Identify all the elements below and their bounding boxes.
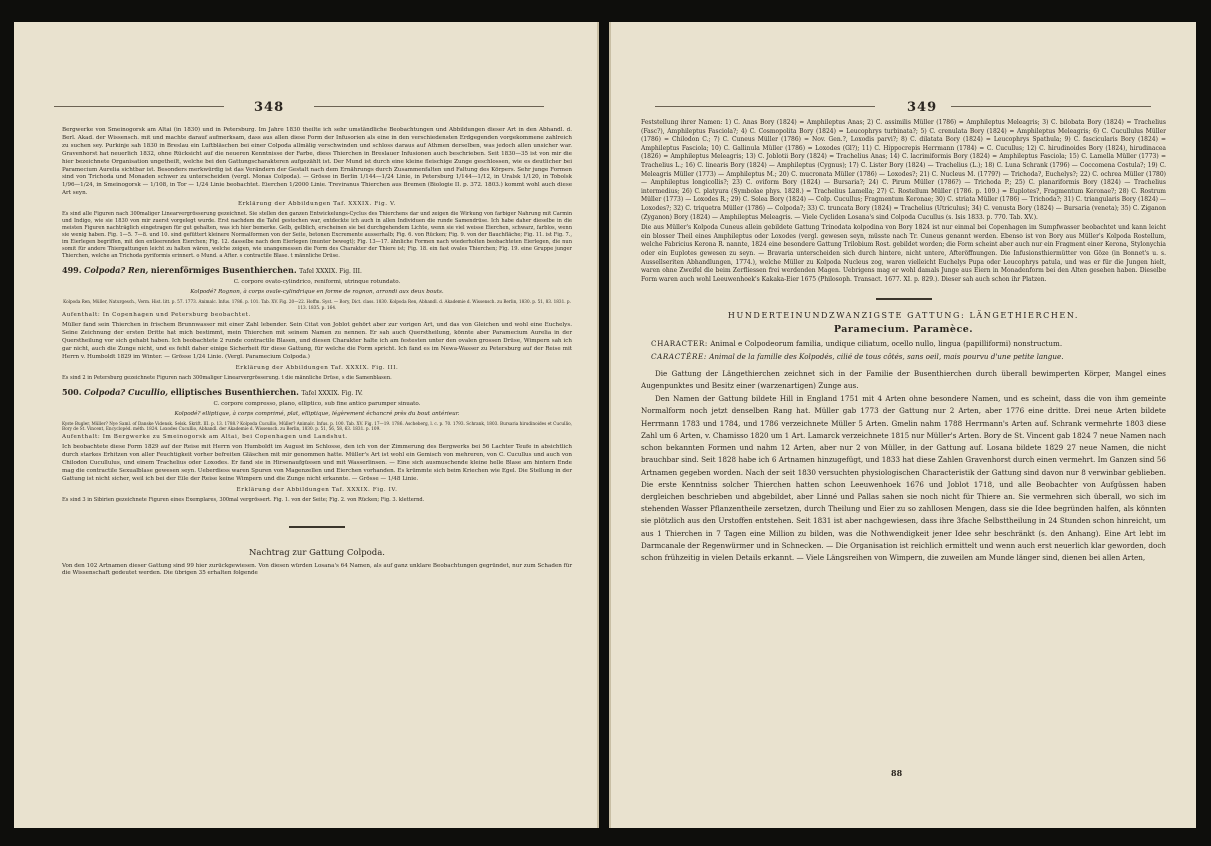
character-latin [651,338,1166,349]
section-divider-left [289,526,345,528]
erklaerung-1-text: Es sind alle Figuren nach 300maliger Linearvergrösserung gezeichnet. Sie stellen den ganzen Entwickelungs-Cyclus des Thierchens dar und zeigen die Wirkung von farbiger Nahrung mit Carmin und Indigo, wie sie 1830 von mir zuerst vorgelegt wurde. Erst nachdem die Tafel gestochen war, entdeckte ich auch in allen Individuen die runde Samendrüse. Ich habe daher dieselbe in die meisten Figuren nachträglich eingetragen für gut gehalten, was ich hier bemerke. Gelb, gelblich, erscheinen sie bei durchgehendem Lichte, wenn sie viel weisse Eierchen, schwarz, farblos, wenn sie wenig haben. Fig. 1—5. 7—8. und 10. sind gefüttert kleinere Normalformen von der Seite, betonen Excremente ausserhalb; Fig. 6. von Rücken; Fig. 9. von der Bauchfläche; Fig. 11. ist Fig. 7., im Eierlegen begriffen, mit den entleerenden Eierchen; Fig. 12. dasselbe nach dem Eierlegen (munter bewegt); Fig. 13—17. ähnliche Formen nach wiederholten beobachteten Eierlegen, die nun somit für andere Thiergattungen leicht zu halten wären, welche zeigen, wie unangemessen die Form des Charakter der Thiere ist; Fig. 18. ein fast ovales Thierchen; Fig. 19. eine Gruppe junger Thierchen, welche an Trichoda pyriformis erinnert. o Mund. a After. s contractile Blase. t männliche Drüse. [62,211,572,260]
species-499-heading [62,265,572,277]
species-499-latin: C. corpore ovato-cylindrico, reniformi, utrinque rotundato. [233,279,401,286]
trinodata-paragraph: Die aus Müller's Kolpoda Cuneus allein gebildete Gattung Trinodata kolpodina von Bory 1824 ist nur einmal bei Copenhagen im Sumpfwasser beobachtet und kann leicht ein blosser Theil eines Amphileptus oder Loxodes (vergl. gewesen seyn, müsste nach Tr. Cuneus genannt werden. Ebenso ist von Bory aus Müller's Kolpoda Rostellum, welche Fabricius Kerona R. nannte, 1824 eine besondere Gattung Trilobium Rost. gebildet worden; die Form scheint aber auch nur ein Fragment einer Kerona, Stylonychia oder ein Euplotes gewesen zu seyn. — Bravaria unterscheiden sich durch hintere, nicht untere, Afteröffnungen. Die Infusionsthiermütter von Göze (in Bonnet's u. s. Aussellseriten Abhandlungen, 1774.), welche Müller zu Kolpoda Nucleus zog, waren vielleicht Euchelys Pupa oder Leucophrys patula, und was er für die Jungen hielt, waren ohne Zweifel die beim Zerfliessen frei werdenden Magen. Uebrigens mag er wohl damals Junge aus Eiern in Monadenform bei den Alten gesehen haben. Dieselbe Form waren auch wohl Leeuwenhoek's Kakaka-Eier 1675 (Philosoph. Transact. 1677. XI. p. 829.). Dieser sah auch schon ihr Platzen. [641,224,1166,283]
species-499-number: 499. [62,265,82,276]
species-500-latin: C. corpore compresso, plano, elliptico, sub fine antico parumper sinuato. [213,400,421,407]
header-rule-right [314,106,544,107]
genus-paragraph-1: Die Gattung der Längethierchen zeichnet sich in der Familie der Busenthierchen durch überall bewimperten Körper, Mangel eines Augenpunktes und Besitz einer (warzenartigen) Zunge aus. [641,368,1166,391]
species-500-common: elliptisches Busenthierchen. [170,386,299,397]
header-rule-right-2 [951,106,1151,107]
intro-paragraph: Bergwerke von Smeinogorsk am Altai (in 1830) und in Petersburg. Im Jahre 1830 theilte ich sehr umständliche Beobachtungen und Abbildungen dieser Art in den Abhandl. d. Berl. Akad. der Wissensch. mit und machte darauf aufmerksam, dass aus allen diese Form der Infusorien als eine in den verschiedensten Erdgegenden vorgekommene zahlreich zu suchen sey. Purkinje sah 1830 in Breslau ein Luftbläschen bei einer Colpoda allmälig verschwinden und schloss daraus auf Athmen derselben, was jedoch allen unsicher war. Gravenhorst hat neuerlich 1832, ohne Rücksicht auf die neueren Kenntnisse der Farbe, diess Thierchen in Breslauer Infusionen auch beschrieben. Seit 1830—35 ist von mir die hier bezeichnete Organisation ungetheilt, welche bei den Gattungscharakteren aufgezählt ist. Der Mund ist durch eine kleine fleischige Zunge geschlossen, wie es deutlicher bei Paramecium Aurelia sichtbar ist. Besonders merkwürdig ist das Verändern der Gestalt nach dem Ernährungs durch Zusammenfalten und Faltung des Körpers. Sehr junge Formen sind von Trichoda und Monaden schwer zu unterscheiden (vergl. Monas Colpoda). — Grösse in Berlin 1/144—1/24 Linie, in Petersburg 1/144—1/12, in Uralsk 1/120, in Tobolsk 1/96—1/24, in Smeinogorsk — 1/108, in Tor — 1/24 Linie beobachtet. Eierchen 1/2000 Linie. Treviranus Thierchen aus Bremen (Biologie II. p. 372. 1803.) kommt wohl auch diese Art seyn. [62,127,572,197]
species-499-french: Kolpodé? Rognon, à corps ovale-cylindrique en forme de rognon, arrondi aux deux bouts. [190,288,444,295]
page-number-left: 348 [254,100,285,115]
synonym-list-paragraph: Feststellung ihrer Namen: 1) C. Anas Bory (1824) = Amphileptus Anas; 2) C. assimilis Müller (1786) = Amphileptus Meleagris; 3) C. bilobata Bory (1824) = Trachelius (Fasc?), Amphileptus Fasciola?; 4) C. Cosmopolita Bory (1824) = Leucophrys turbinata?; 5) C. crenulata Bory (1824) = Amphileptus Meleagris; 6) C. Cucullulus Müller (1786) = Chilodon C.; 7) C. Cuneus Müller (1786) = Nov. Gen.?, Loxodis parvi?; 8) C. dilatata Bory (1824) = Leucophrys Spathula; 9) C. fascicularis Bory (1824) = Amphileptus Fasciola; 10) C. Gallinula Müller (1786) = Loxodes (Gl?); 11) C. Hippocrepis Herrmann (1784) = C. Cucullus; 12) C. hirudinoides Bory (1824), hirudinacea (1826) = Amphileptus Meleagris; 13) C. Joblotii Bory (1824) = Trachelius Anas; 14) C. lacrimiformis Bory (1824) = Amphileptus Fasciola; 15) C. Lamella Müller (1773) = Trachelius L.; 16) C. linearis Bory (1824) — Amphileptus (Cygnus); 17) C. Lister Bory (1824) — Trachelius (L.); 18) C. Luna Schrank (1796) — Coccomena Costula?; 19) C. Meleagris Müller (1773) — Amphileptus M.; 20) C. mucronata Müller (1786) — Loxodes?; 21) C. Nucleus M. (1779?) — Trichoda?, Euchelys?; 22) C. ochrea Müller (1780) — Amphileptus longicollis?; 23) C. oviform Bory (1824) — Bursaria?; 24) C. Pirum Müller (1786?) — Trichoda P.; 25) C. planariformis Bory (1824) — Trachelius intermedius; 26) C. platyura (Symbolae phys. 1828.) = Trachelius Lamella; 27) C. Rostellum Müller (1786. p. 109.) = Euplotes?, Fragmentum Keronae?; 28) C. Rostrum Müller (1773) — Loxodes R.; 29) C. Solea Bory (1824) — Colp. Cucullus; Fragmentum Keronae; 30) C. striata Müller (1786) — Trichoda?; 31) C. triangularis Bory (1824) — Loxodes?; 32) C. triquetra Müller (1786) — Colpoda?; 33) C. truncata Bory (1824) = Trachelius (Utriculus); 34) C. venusta Bory (1824) — Bursaria (veneta); 35) C. Ziganon (Zyganon) Bory (1824) — Amphileptus Meleagris. — Viele Cycliden Losana's sind Colpoda Cucullus (s. Isis 1833. p. 770. Tab. XV.). [641,119,1166,221]
species-500-name: Colpoda? Cucullio, [84,386,169,397]
species-500-description: Ich beobachtete diese Form 1829 auf der Reise mit Herrn von Humboldt im August im Schlosse, den ich von der Zimmerung des Bergwerks bei 56 Lachter Teufe in absichtlich durch starkes Erhitzen von aller Feuchtigkeit vorher befreiten Gläschen mit mir genommen hatte. Müller's Art ist wohl ein Gemisch von mehreren, von C. Cucullus und auch von Chilodon Cucullulus, und einem Trachelius oder Loxodes. Er fand sie in Hirsenaufgüssen und mit Wasserlinsen. — Eine sich ausmuschende kleine helle Blase am hintern Ende mag die contractile Sexualblase gewesen seyn. Ueberdiess waren Spuren von Magenzellen und Eierchen vorhanden. Es krümmte sich beim Kriechen wie Egel. Die Stellung in der Gattung ist nicht sicher, weil ich bei der Eile der Reise keine Wimpern und die Zunge nicht erkannte. — Grösse — 1/48 Linie. [62,444,572,482]
species-499-erklaerung-title: Erklärung der Abbildungen Taf. XXXIX. Fig. III. [235,364,399,371]
genus-paragraph-2: Den Namen der Gattung bildete Hill in England 1751 mit 4 Arten ohne besondere Namen, und es scheint, dass die von ihm gemeinte Normalform noch jetzt denselben Rang hat. Müller gab 1773 der Gattung nur 2 Arten, aber 1776 eine dritte. Drei neue Arten bildete Herrmann 1783 und 1784, und 1786 verzeichnete Müller 5 Arten. Gmelin nahm 1788 Herrmann's Arten auf. Schrank vermehrte 1803 diese Zahl um 6 Arten, v. Chamisso 1820 um 1 Art. Lamarck verzeichnete 1815 nur Müller's Arten. Bory de St. Vincent gab 1824 7 neue Namen nach schon bekannten Formen und nahm 12 Arten, aber nur 2 von Müller, in der Gattung auf. Losana bildete 1829 27 neue Namen, die nicht brauchbar sind. Seit 1828 habe ich 6 Artnamen hinzugefügt, und 1833 hat diese Zahlen Gravenhorst durch einen vermehrt. Im Ganzen sind 56 Artnamen gegeben worden. Nach der seit 1830 versuchten physiologischen Characteristik der Gattung sind davon nur 8 verwinbar geblieben. Die erste Kenntniss solcher Thierchen hatten schon Leeuwenhoek 1676 und Joblot 1718, und alle Beobachter von Aufgüssen haben dergleichen beschrieben und abgebildet, aber Linné und Pallas sahen sie noch nicht für Thiere an. Sie vermehren sich überall, wo sich im stehenden Wasser Pflanzentheile zersetzen, durch Theilung und Eier zu so zahllosen Mengen, dass sie die Idee begründen halfen, als könnten sie plötzlich aus den Urstoffen entstehen. Seit 1831 ist aber nachgewiesen, dass ihre 3fache Selbsttheilung in 24 Stunden schon hinreicht, um aus 1 Thierchen in 7 Tagen eine Million zu bilden, was die Nothwendigkeit jener Idee sehr beschränkt (s. den Anhang). Eine Art lebt im Darmcanale der Regenwürmer und in Schnecken. — Die Organisation ist reichlich ermittelt und wenn auch erst neuerlich klar geworden, doch schon frühzeitig in vielen Details erkannt. — Viele Längsreihen von Wimpern, die zuweilen am Munde länger sind, dienen bei allen Arten, [641,394,1167,562]
species-500-refs: Kyste Bugler, Müller? Nye Saml. of Danske Vidensk. Selsk. Skrift. III. p. 13. 1788.? Kolpoda Cucullio, Müller? Animalc. Infus. p. 100. Tab. XV. Fig. 17—19. 1786. Ascheberg, l. c. p. 70. 1793. Schrank, 1803. Bursaria hirudinoides et Cucullio, Bory de St. Vincent, Encyclopéd. méth. 1824. Loxodes Cucullio, Abhandl. der Akademie d. Wissensch. zu Berlin, 1830. p. 51, 56, 58, 63. 1831. p. 109. [62,420,572,432]
page-number-right: 349 [907,100,938,115]
character-french [651,351,1166,362]
genus-name: Paramecium. Paramèce. [833,323,974,335]
species-500-number: 500. [62,386,82,397]
species-500-heading [62,387,572,399]
right-page-body [641,119,1166,565]
genus-heading: HUNDERTEINUNDZWANZIGSTE GATTUNG: LÄNGETHIERCHEN. [727,311,1080,321]
caractere-label: CARACTÈRE: [651,351,707,361]
species-499-common: nierenförmiges Busenthierchen. [150,265,297,276]
character-text: Animal e Colpodeorum familia, undique ciliatum, ocello nullo, lingua (papilliformi) nonstructum. [710,338,1063,348]
left-page [14,22,599,828]
character-label: CHARACTER: [651,338,708,348]
species-500-erklaerung-text: Es sind 3 in Sibirien gezeichnete Figuren eines Exemplares, 300mal vergrössert. Fig. 1. von der Seite; Fig. 2. von Rücken; Fig. 3. kletternd. [62,496,425,503]
species-500-erklaerung-title: Erklärung der Abbildungen Taf. XXXIX. Fig. IV. [236,486,398,493]
caractere-text: Animal de la famille des Kolpodés, cilié de tous côtés, sans oeil, mais pourvu d'une petite langue. [709,351,1064,361]
right-page [609,22,1196,828]
genus-description [641,368,1166,564]
species-500-aufenthalt: Aufenthalt: Im Bergwerke zu Smeinogorsk am Altai, bei Copenhagen und Landshut. [62,434,348,441]
header-rule-left-2 [655,106,875,107]
species-499-plate: Tafel XXXIX. Fig. III. [299,268,362,276]
species-499-description: Müller fand sein Thierchen in frischem Brunnwasser mit einer Zahl lebender. Sein Citat von Joblot gehört aber zur vorigen Art, und das von Gleichen und wohl eine Euchelys. Seine Zeichnung der ersten Dritte hat mich bestimmt, mein Thierchen mit seinem Namen zu nennen. Er sah auch Querstheilung, könnte aber Paramecium Aurelia in der Querstheilung vor sich gehabt haben. Ich beobachtete 2 runde contractile Blasen, und diesen Charakter halte ich am festesten unter den ovalen grossen Drüse, Wimpern sah ich gar nicht, auch die Zunge nicht, und es fehlt daher einige Sicherheit für diese Gattung, für welche die Form spricht. Ich fand es im Newa-Wasser zu Petersburg auf der Reise mit Herrn v. Humboldt 1829 im Winter. — Grösse 1/24 Linie. (Vergl. Paramecium Colpoda.) [62,322,572,360]
nachtrag-title: Nachtrag zur Gattung Colpoda. [248,547,386,558]
section-divider-right [876,298,932,300]
species-499-aufenthalt: Aufenthalt: In Copenhagen und Petersburg beobachtet. [62,312,251,319]
species-499-refs: Kolpoda Ren, Müller, Naturgesch., Verm. Hist. litt. p. 57. 1773. Animalc. Infus. 1786. p. 101. Tab. XV. Fig. 20—22. Hoffm. Syst. — Bory, Dict. class. 1830. Kolpoda Ren, Abhandl. d. Akademie d. Wissensch. zu Berlin, 1830. p. 51, 83. 1831. p. 113. 1835. p. 164. [63,298,571,310]
species-500-plate: Tafel XXXIX. Fig. IV. [301,389,363,397]
erklaerung-1-title: Erklärung der Abbildungen Taf. XXXIX. Fig. V. [237,201,397,208]
species-499-name: Colpoda? Ren, [84,265,149,276]
nachtrag-text: Von den 102 Artnamen dieser Gattung sind 99 hier zurückgewiesen. Von diesen würden Losana's 64 Namen, als auf ganz unklare Beobachtungen gegründet, nur zum Schaden für die Wissenschaft gedeutet werden. Die übrigen 35 erhalten folgende [62,562,572,577]
species-500-french: Kolpodé? elliptique, à corps comprimé, plat, elliptique, légèrement échancré près du bout antérieur. [174,410,460,417]
signature-mark: 88 [891,768,903,778]
left-page-body [62,127,572,580]
header-rule-left [54,106,224,107]
species-499-erklaerung-text: Es sind 2 in Petersburg gezeichnete Figuren nach 300maliger Linearvergrösserung. t die männliche Drüse, s die Samenblasen. [62,374,392,381]
